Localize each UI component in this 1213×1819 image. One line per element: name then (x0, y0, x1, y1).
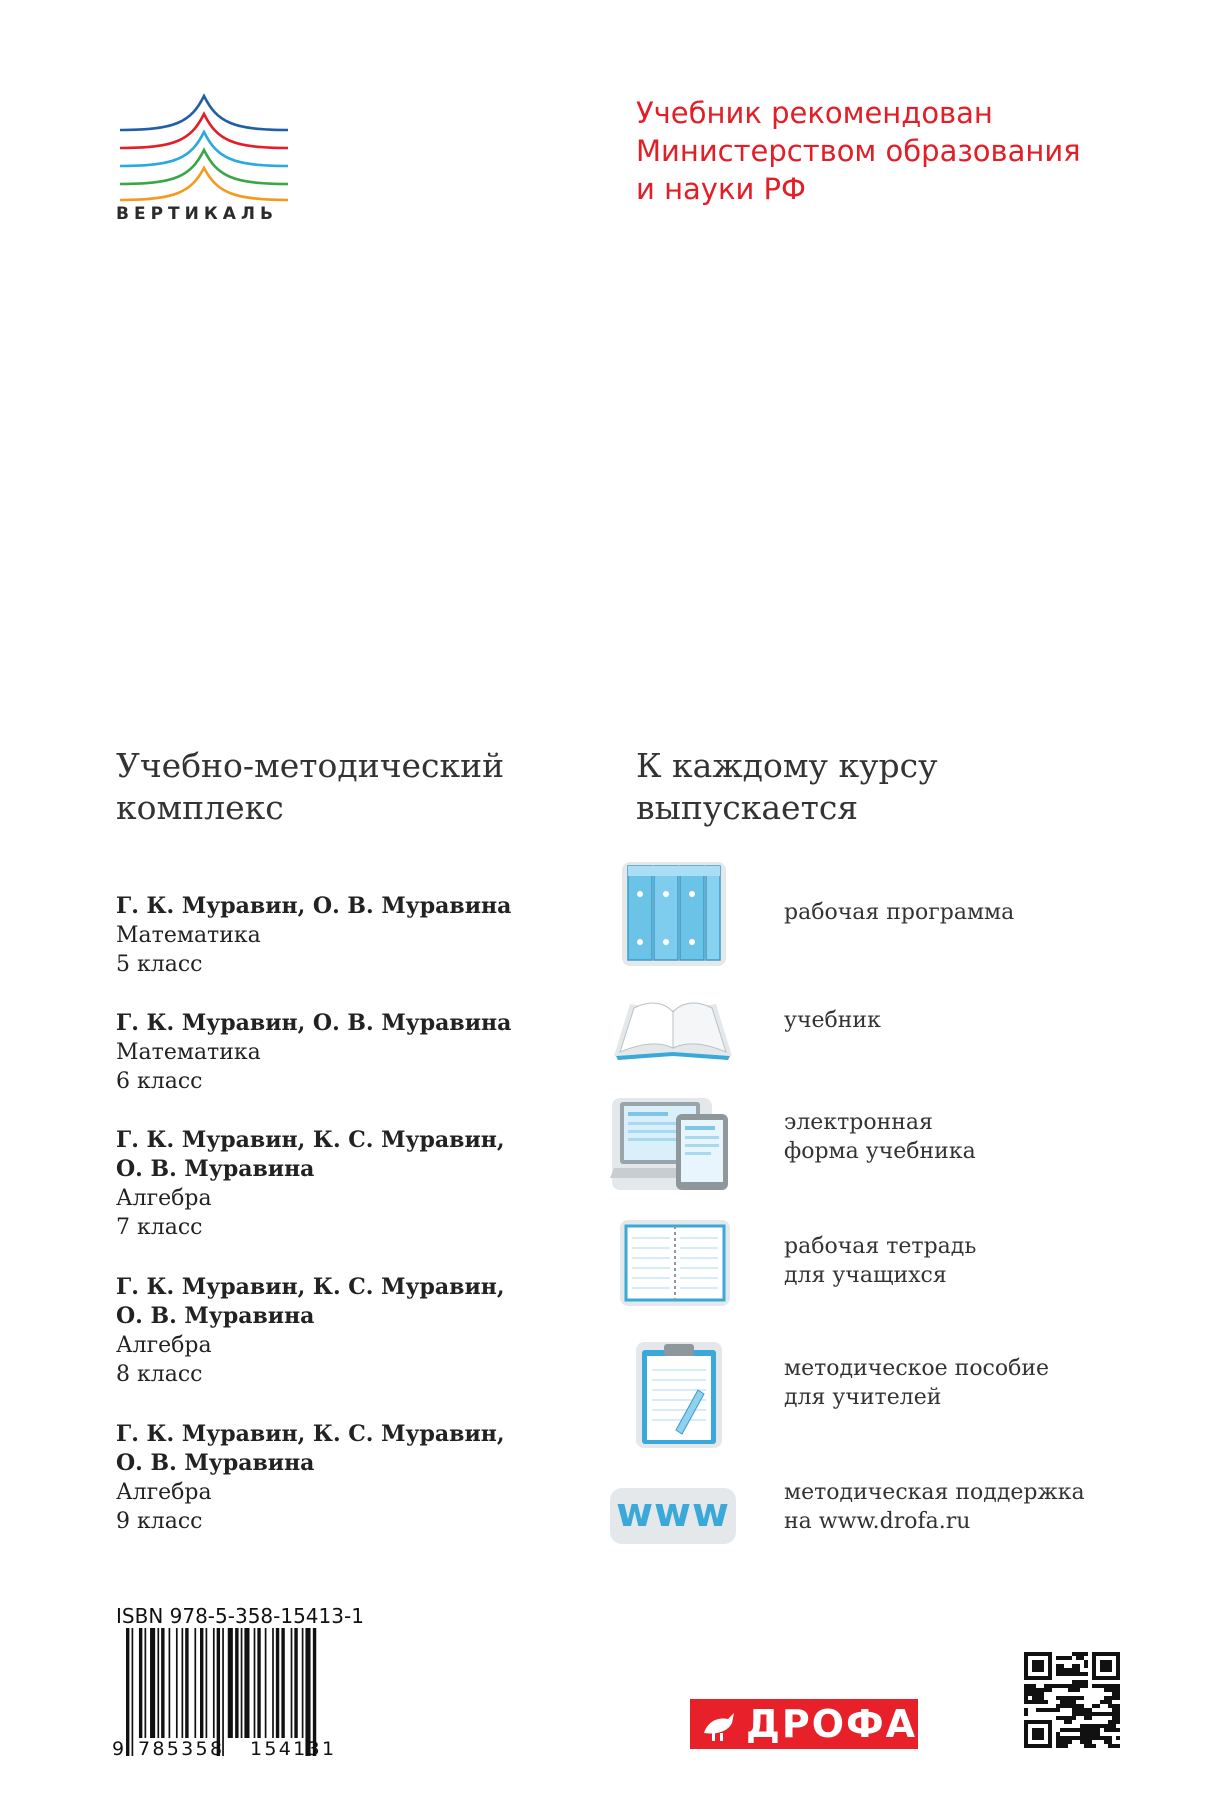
laptop-tablet-icon (610, 1094, 736, 1194)
resources-heading-line: К каждому курсу (636, 746, 938, 785)
isbn-label: ISBN 978-5-358-15413-1 (116, 1604, 364, 1628)
resource-label (784, 1232, 976, 1290)
book-subject: Алгебра (116, 1333, 212, 1358)
resource-label-line: рабочая тетрадь (784, 1234, 977, 1259)
book-subject: Математика (116, 923, 261, 948)
resource-label (784, 1354, 1049, 1412)
book-authors: Г. К. Муравин, К. С. Муравин, (116, 1274, 505, 1300)
recommendation-line: Министерством образования (636, 134, 1081, 168)
resource-label: учебник (784, 1008, 881, 1033)
book-authors: О. В. Муравина (116, 1303, 315, 1329)
book-authors: Г. К. Муравин, О. В. Муравина (116, 893, 512, 919)
resource-label-line: методическое пособие (784, 1356, 1050, 1381)
resource-item (610, 1094, 1195, 1204)
www-icon-text: www (616, 1490, 730, 1536)
resource-item (610, 1218, 1195, 1328)
barcode-digits-left: 785358 (138, 1738, 225, 1760)
book-grade: 5 класс (116, 952, 203, 977)
book-grade: 9 класс (116, 1509, 203, 1534)
resource-label-line: для учащихся (784, 1263, 947, 1288)
book-grade: 8 класс (116, 1362, 203, 1387)
recommendation-line: и науки РФ (636, 172, 806, 206)
umk-heading-line: Учебно-методический (116, 746, 505, 785)
resource-label-line: электронная (784, 1110, 933, 1135)
umk-heading (116, 745, 576, 829)
book-entry (116, 1009, 556, 1096)
qr-code-icon (1024, 1652, 1120, 1748)
resource-item (610, 1478, 1195, 1588)
book-entry (116, 1273, 556, 1389)
resource-label (784, 1478, 1085, 1536)
book-subject: Алгебра (116, 1480, 212, 1505)
clipboard-pen-icon (610, 1338, 736, 1450)
resource-item (610, 1338, 1195, 1448)
book-subject: Математика (116, 1040, 261, 1065)
binders-icon (610, 858, 736, 968)
open-book-icon (610, 986, 736, 1066)
drofa-name: ДРОФА (746, 1702, 918, 1746)
barcode-digit-first: 9 (112, 1738, 127, 1760)
resource-label (784, 1108, 976, 1166)
resources-heading-line: выпускается (636, 788, 859, 827)
recommendation-line: Учебник рекомендован (636, 96, 993, 130)
drofa-logo (690, 1699, 918, 1749)
resource-item (610, 986, 1195, 1096)
resource-label-line: форма учебника (784, 1139, 976, 1164)
book-grade: 6 класс (116, 1069, 203, 1094)
resources-heading (636, 745, 1136, 829)
book-authors: Г. К. Муравин, К. С. Муравин, (116, 1127, 505, 1153)
drofa-bird-icon (698, 1703, 740, 1745)
book-authors: О. В. Муравина (116, 1156, 315, 1182)
book-subject: Алгебра (116, 1186, 212, 1211)
book-authors: Г. К. Муравин, О. В. Муравина (116, 1010, 512, 1036)
resource-label-line: методическая поддержка (784, 1480, 1085, 1505)
book-authors: О. В. Муравина (116, 1450, 315, 1476)
barcode-digits-right: 154131 (250, 1738, 337, 1760)
resource-label-line: на www.drofa.ru (784, 1509, 971, 1534)
vertikal-logo (116, 92, 292, 226)
book-entry (116, 1420, 556, 1536)
recommendation-note (636, 94, 1196, 208)
book-authors: Г. К. Муравин, К. С. Муравин, (116, 1421, 505, 1447)
book-grade: 7 класс (116, 1215, 203, 1240)
resource-item (610, 858, 1195, 968)
resource-label: рабочая программа (784, 900, 1015, 925)
logo-arches-icon (116, 92, 292, 202)
logo-name: ВЕРТИКАЛЬ (116, 204, 278, 224)
book-entry (116, 1126, 556, 1242)
umk-heading-line: комплекс (116, 788, 284, 827)
notebook-icon (610, 1218, 736, 1308)
resource-label-line: для учителей (784, 1385, 942, 1410)
book-entry (116, 892, 556, 979)
